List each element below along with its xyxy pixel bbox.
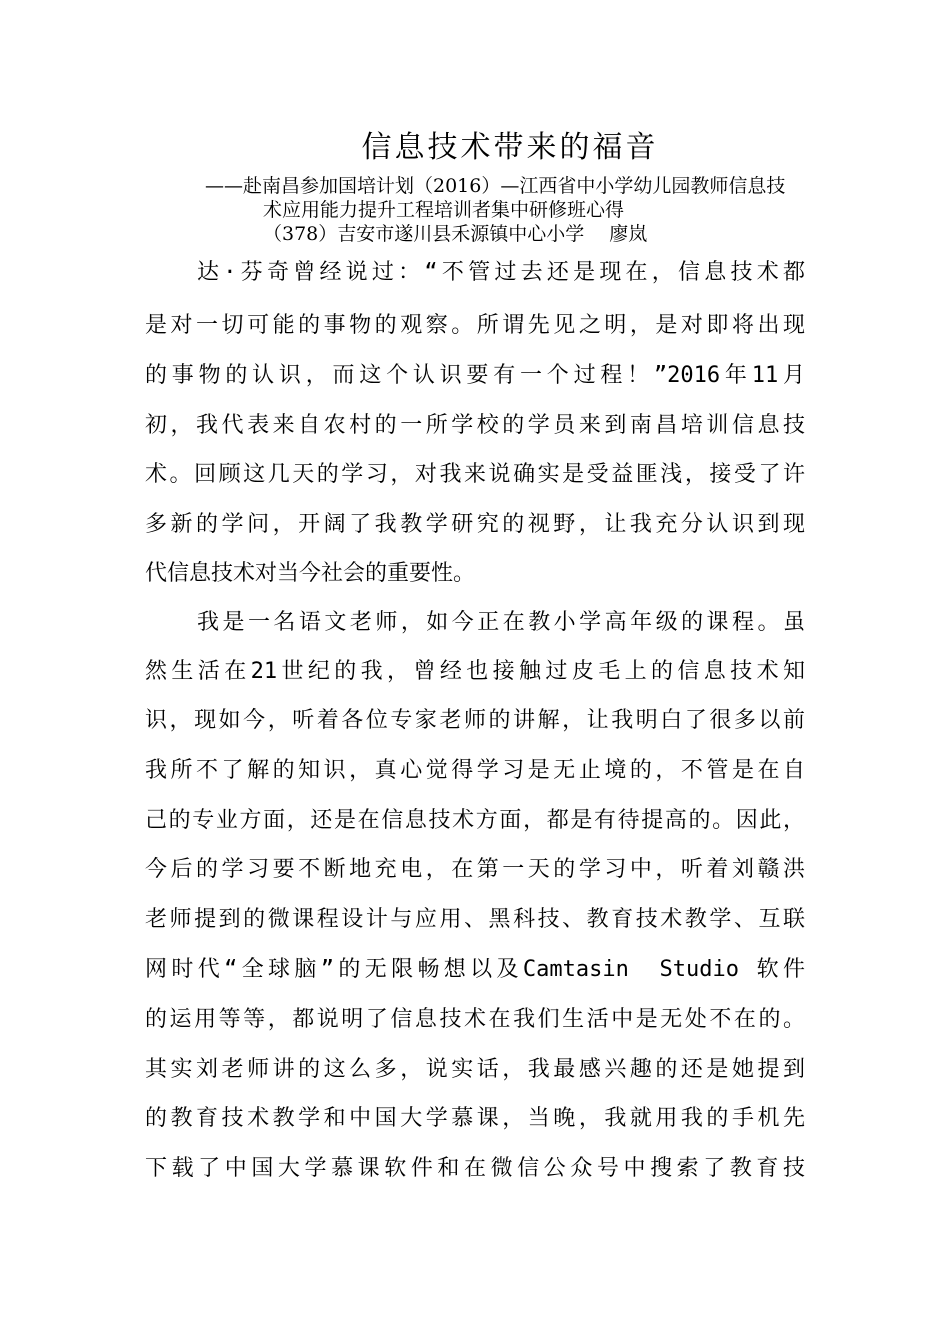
- paragraph-2-line-1: 我是一名语文老师，如今正在教小学高年级的课程。虽: [197, 610, 805, 635]
- paragraph-1-line-4: 初，我代表来自农村的一所学校的学员来到南昌培训信息技: [145, 413, 805, 438]
- paragraph-1-line-3: 的事物的认识，而这个认识要有一个过程！”2016年11月: [145, 363, 805, 388]
- page-title: 信息技术带来的福音: [361, 130, 659, 165]
- paragraph-1-line-7: 代信息技术对当今社会的重要性。: [145, 561, 476, 586]
- paragraph-2-line-10: 其实刘老师讲的这么多，说实话，我最感兴趣的还是她提到: [145, 1057, 805, 1082]
- paragraph-1-line-6: 多新的学问，开阔了我教学研究的视野，让我充分认识到现: [145, 512, 805, 537]
- paragraph-2-line-7: 老师提到的微课程设计与应用、黑科技、教育技术教学、互联: [145, 907, 805, 932]
- paragraph-1-line-2: 是对一切可能的事物的观察。所谓先见之明，是对即将出现: [145, 313, 805, 338]
- subtitle-line-1: ——赴南昌参加国培计划（2016）—江西省中小学幼儿园教师信息技: [205, 175, 786, 197]
- paragraph-2-line-12: 下载了中国大学慕课软件和在微信公众号中搜索了教育技: [145, 1156, 805, 1181]
- paragraph-2-line-9: 的运用等等，都说明了信息技术在我们生活中是无处不在的。: [145, 1007, 805, 1032]
- paragraph-1-line-1: 达·芬奇曾经说过：“不管过去还是现在，信息技术都: [197, 260, 805, 285]
- paragraph-2-line-8: 网时代“全球脑”的无限畅想以及Camtasin Studio 软件: [145, 957, 805, 982]
- paragraph-2-line-3: 识，现如今，听着各位专家老师的讲解，让我明白了很多以前: [145, 708, 805, 733]
- paragraph-2-line-6: 今后的学习要不断地充电，在第一天的学习中，听着刘赣洪: [145, 857, 805, 882]
- paragraph-2-line-4: 我所不了解的知识，真心觉得学习是无止境的，不管是在自: [145, 758, 805, 783]
- paragraph-2-line-11: 的教育技术教学和中国大学慕课，当晚，我就用我的手机先: [145, 1106, 805, 1131]
- paragraph-2-line-5: 己的专业方面，还是在信息技术方面，都是有待提高的。因此，: [145, 808, 805, 833]
- author-line: （378）吉安市遂川县禾源镇中心小学 廖岚: [263, 223, 648, 245]
- paragraph-2-line-2: 然生活在21世纪的我，曾经也接触过皮毛上的信息技术知: [145, 659, 805, 684]
- subtitle-line-2: 术应用能力提升工程培训者集中研修班心得: [263, 199, 625, 221]
- paragraph-1-line-5: 术。回顾这几天的学习，对我来说确实是受益匪浅，接受了许: [145, 462, 805, 487]
